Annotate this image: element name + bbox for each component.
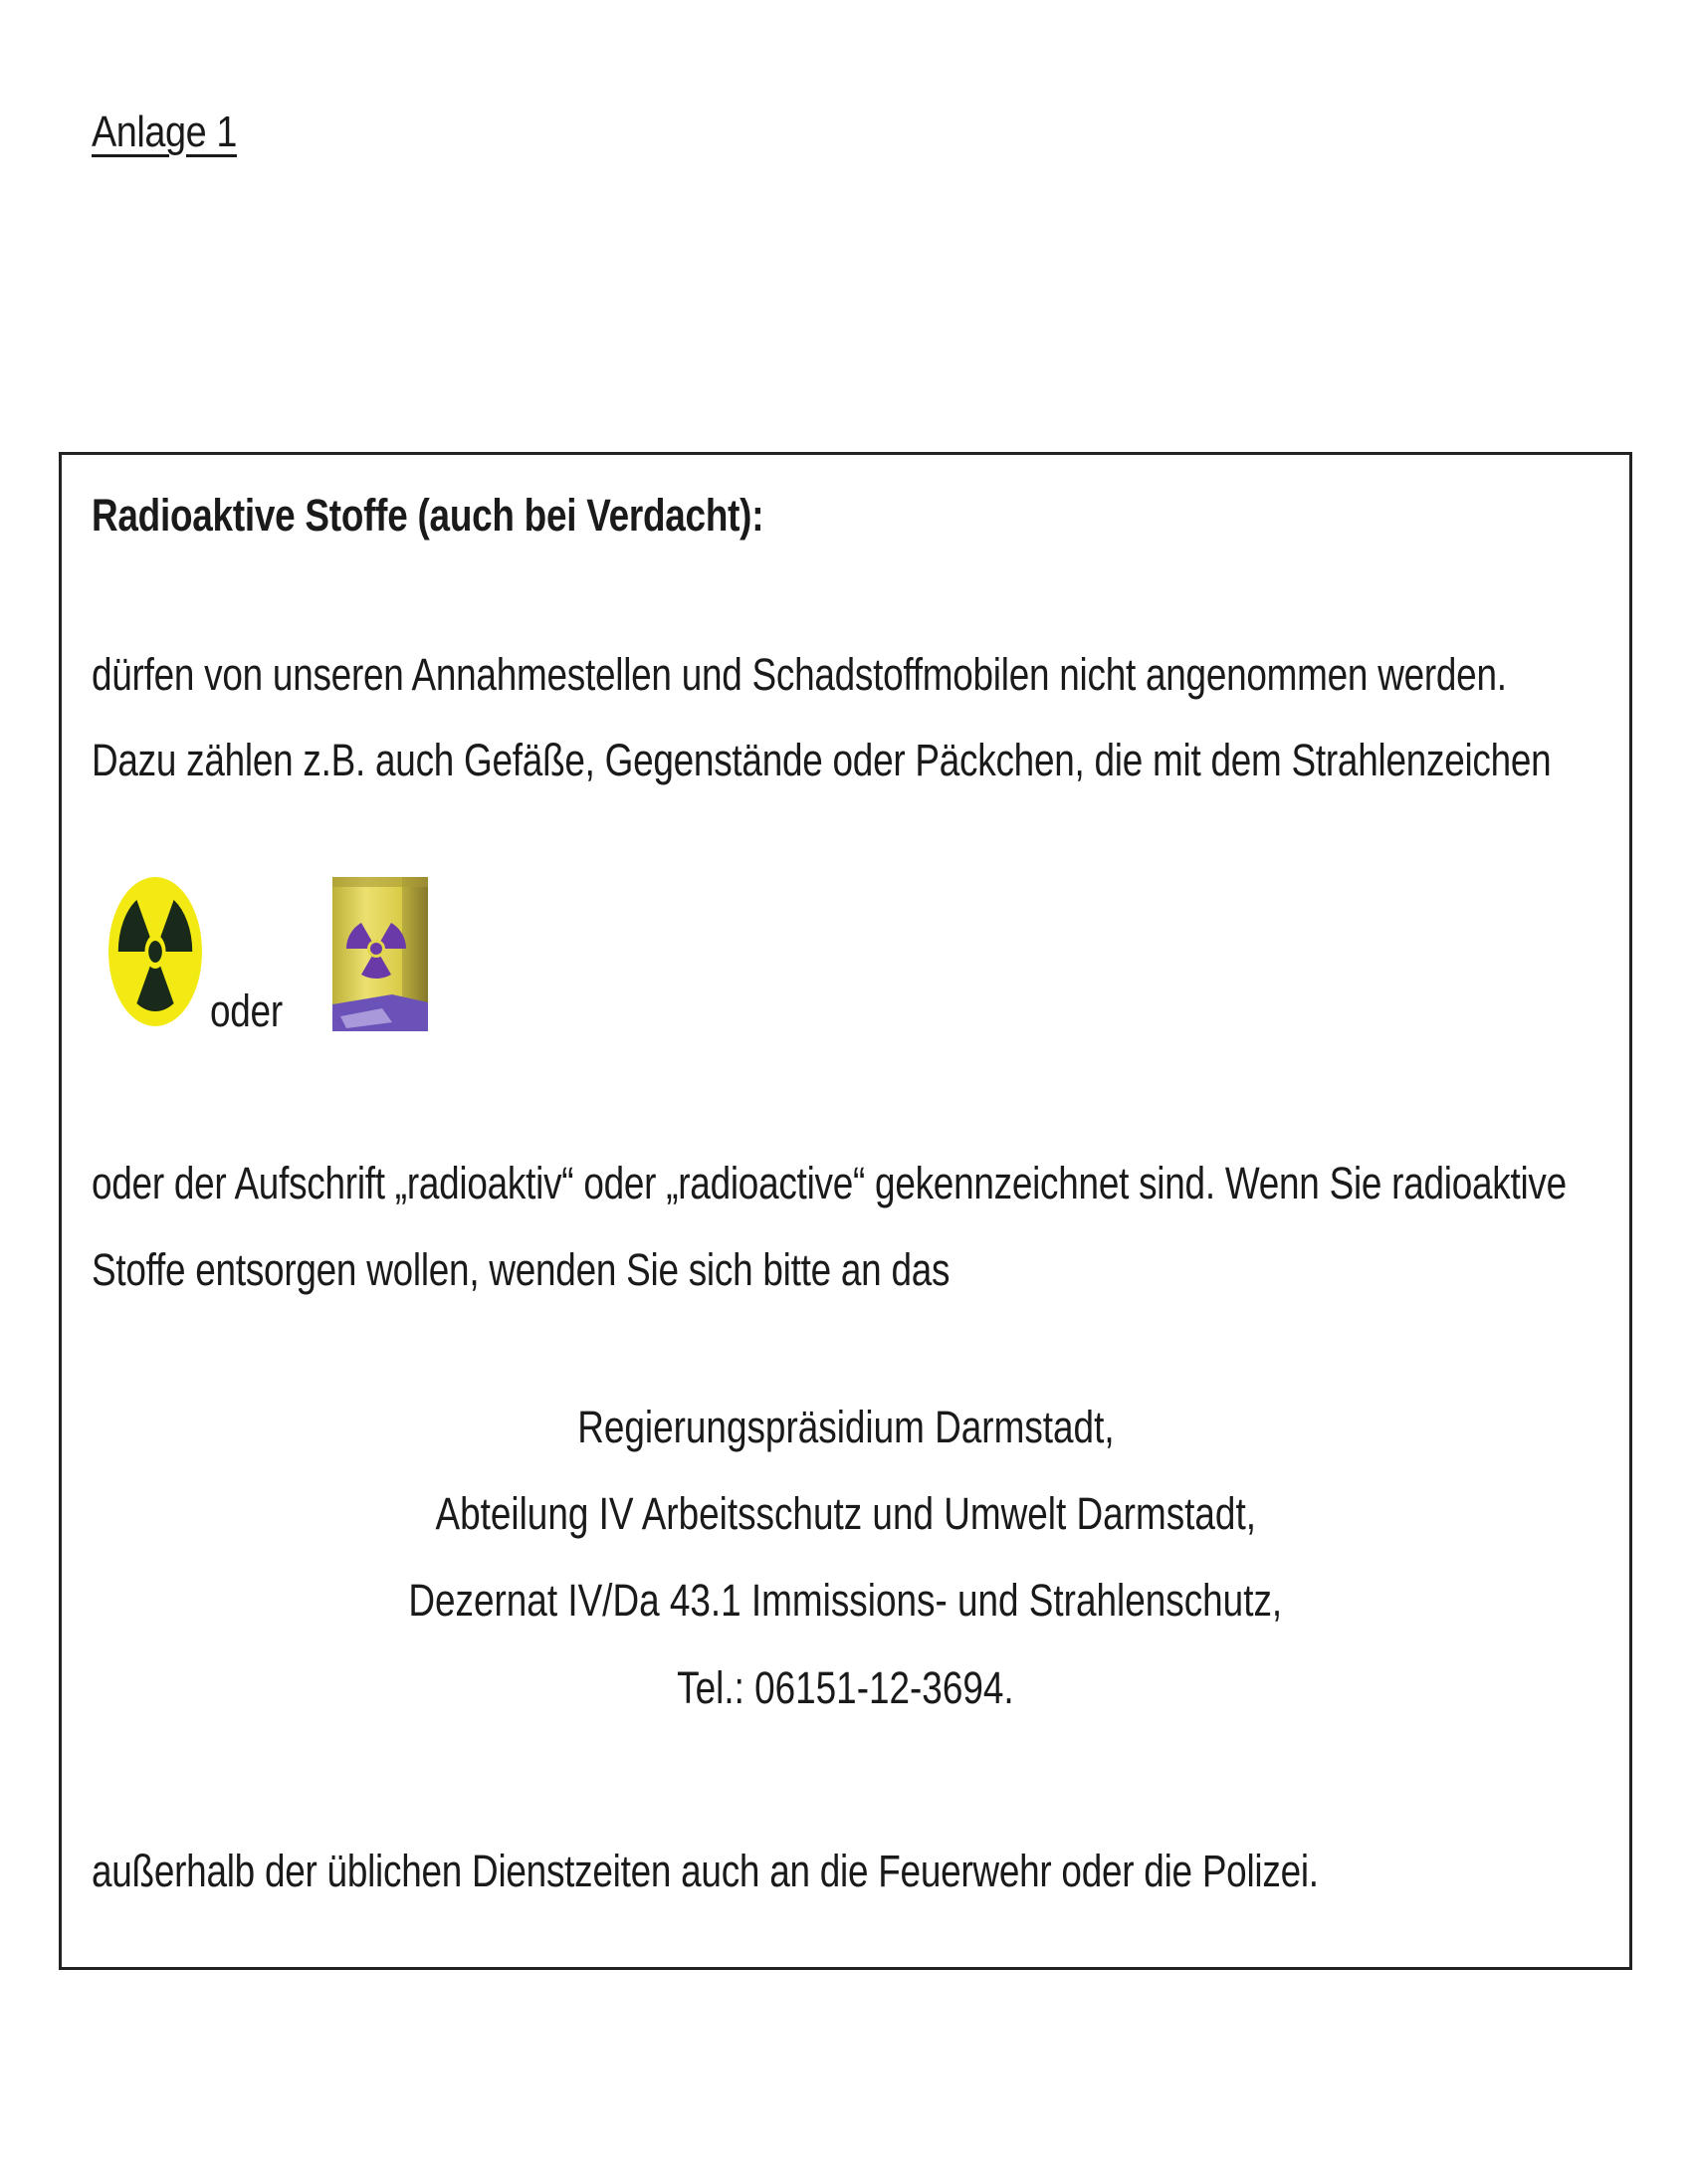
radiation-label-photo-icon (332, 877, 428, 1031)
symbol-connector-text: oder (210, 985, 283, 1036)
contact-address-line3: Dezernat IV/Da 43.1 Immissions- und Strahlenschutz, (408, 1575, 1283, 1626)
notice-paragraph2-line2: Stoffe entsorgen wollen, wenden Sie sich bitte an das (92, 1244, 951, 1295)
notice-paragraph1-line1: dürfen von unseren Annahmestellen und Schadstoffmobilen nicht angenommen werden. (92, 649, 1507, 700)
notice-closing-line: außerhalb der üblichen Dienstzeiten auch an die Feuerwehr oder die Polizei. (92, 1846, 1319, 1896)
contact-address-line2: Abteilung IV Arbeitsschutz und Umwelt Darmstadt, (435, 1488, 1256, 1539)
radiation-trefoil-icon (107, 876, 203, 1027)
notice-paragraph1-line2: Dazu zählen z.B. auch Gefäße, Gegenstände oder Päckchen, die mit dem Strahlenzeichen (92, 735, 1552, 785)
annex-title: Anlage 1 (92, 108, 237, 156)
notice-paragraph2-line1: oder der Aufschrift „radioaktiv“ oder „radioactive“ gekennzeichnet sind. Wenn Sie radioaktive (92, 1158, 1567, 1208)
notice-heading: Radioaktive Stoffe (auch bei Verdacht): (92, 490, 764, 541)
contact-address-line1: Regierungspräsidium Darmstadt, (576, 1402, 1115, 1452)
contact-phone: Tel.: 06151-12-3694. (677, 1662, 1014, 1713)
